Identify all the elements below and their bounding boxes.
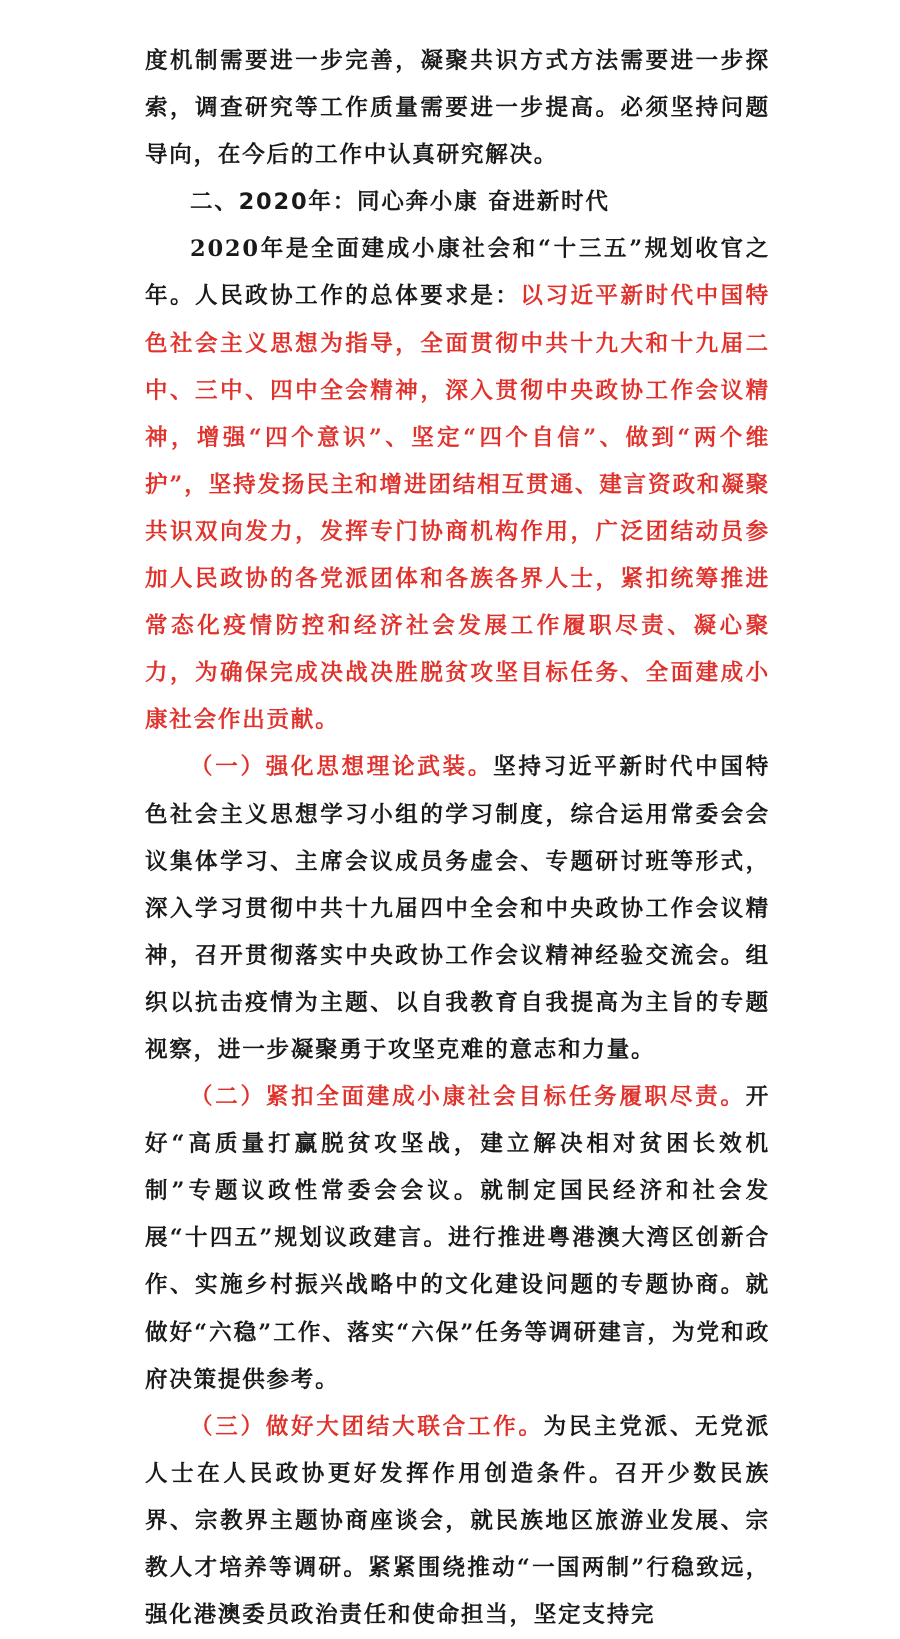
section-heading: 二、2020年：同心奔小康 奋进新时代 (190, 189, 610, 216)
paragraph-text: 度机制需要进一步完善，凝聚共识方式方法需要进一步探索，调查研究等工作质量需要进一步提高。必须坚持问题导向，在今后的工作中认真研究解决。 (145, 48, 770, 169)
item-3-body: 为民主党派、无党派人士在人民政协更好发挥作用创造条件。召开少数民族界、宗教界主题协商座谈会，就民族地区旅游业发展、宗教人才培养等调研。紧紧围绕推动“一国两制”行稳致远，强化港澳委员政治责任和使命担当，坚定支持完 (145, 1413, 770, 1629)
paragraph-continuation (145, 38, 770, 179)
item-2-title: （二）紧扣全面建成小康社会目标任务履职尽责。 (190, 1084, 746, 1111)
paragraph-intro-text: 2020年是全面建成小康社会和“十三五”规划收官之年。人民政协工作的总体要求是： (145, 236, 770, 310)
item-1-body: 坚持习近平新时代中国特色社会主义思想学习小组的学习制度，综合运用常委会会议集体学习、主席会议成员务虚会、专题研讨班等形式，深入学习贯彻中共十九届四中全会和中央政协工作会议精神，召开贯彻落实中央政协工作会议精神经验交流会。组织以抗击疫情为主题、以自我教育自我提高为主旨的专题视察，进一步凝聚勇于攻坚克难的意志和力量。 (145, 754, 770, 1063)
highlighted-requirements-text: 以习近平新时代中国特色社会主义思想为指导，全面贯彻中共十九大和十九届二中、三中、四中全会精神，深入贯彻中央政协工作会议精神，增强“四个意识”、坚定“四个自信”、做到“两个维护”，坚持发扬民主和增进团结相互贯通、建言资政和凝聚共识双向发力，发挥专门协商机构作用，广泛团结动员参加人民政协的各党派团体和各族各界人士，紧扣统筹推进常态化疫情防控和经济社会发展工作履职尽责、凝心聚力，为确保完成决战决胜脱贫攻坚目标任务、全面建成小康社会作出贡献。 (145, 283, 770, 734)
item-1-title: （一）强化思想理论武装。 (190, 754, 494, 781)
item-3-title: （三）做好大团结大联合工作。 (190, 1413, 544, 1440)
paragraph-item-2 (145, 1074, 770, 1404)
paragraph-item-1 (145, 744, 770, 1074)
item-2-body: 开好“高质量打赢脱贫攻坚战，建立解决相对贫困长效机制”专题议政性常委会会议。就制定国民经济和社会发展“十四五”规划议政建言。进行推进粤港澳大湾区创新合作、实施乡村振兴战略中的文化建设问题的专题协商。就做好“六稳”工作、落实“六保”任务等调研建言，为党和政府决策提供参考。 (145, 1084, 770, 1393)
paragraph-item-3 (145, 1404, 770, 1639)
document-body (145, 38, 770, 1639)
paragraph-general-requirements (145, 226, 770, 744)
